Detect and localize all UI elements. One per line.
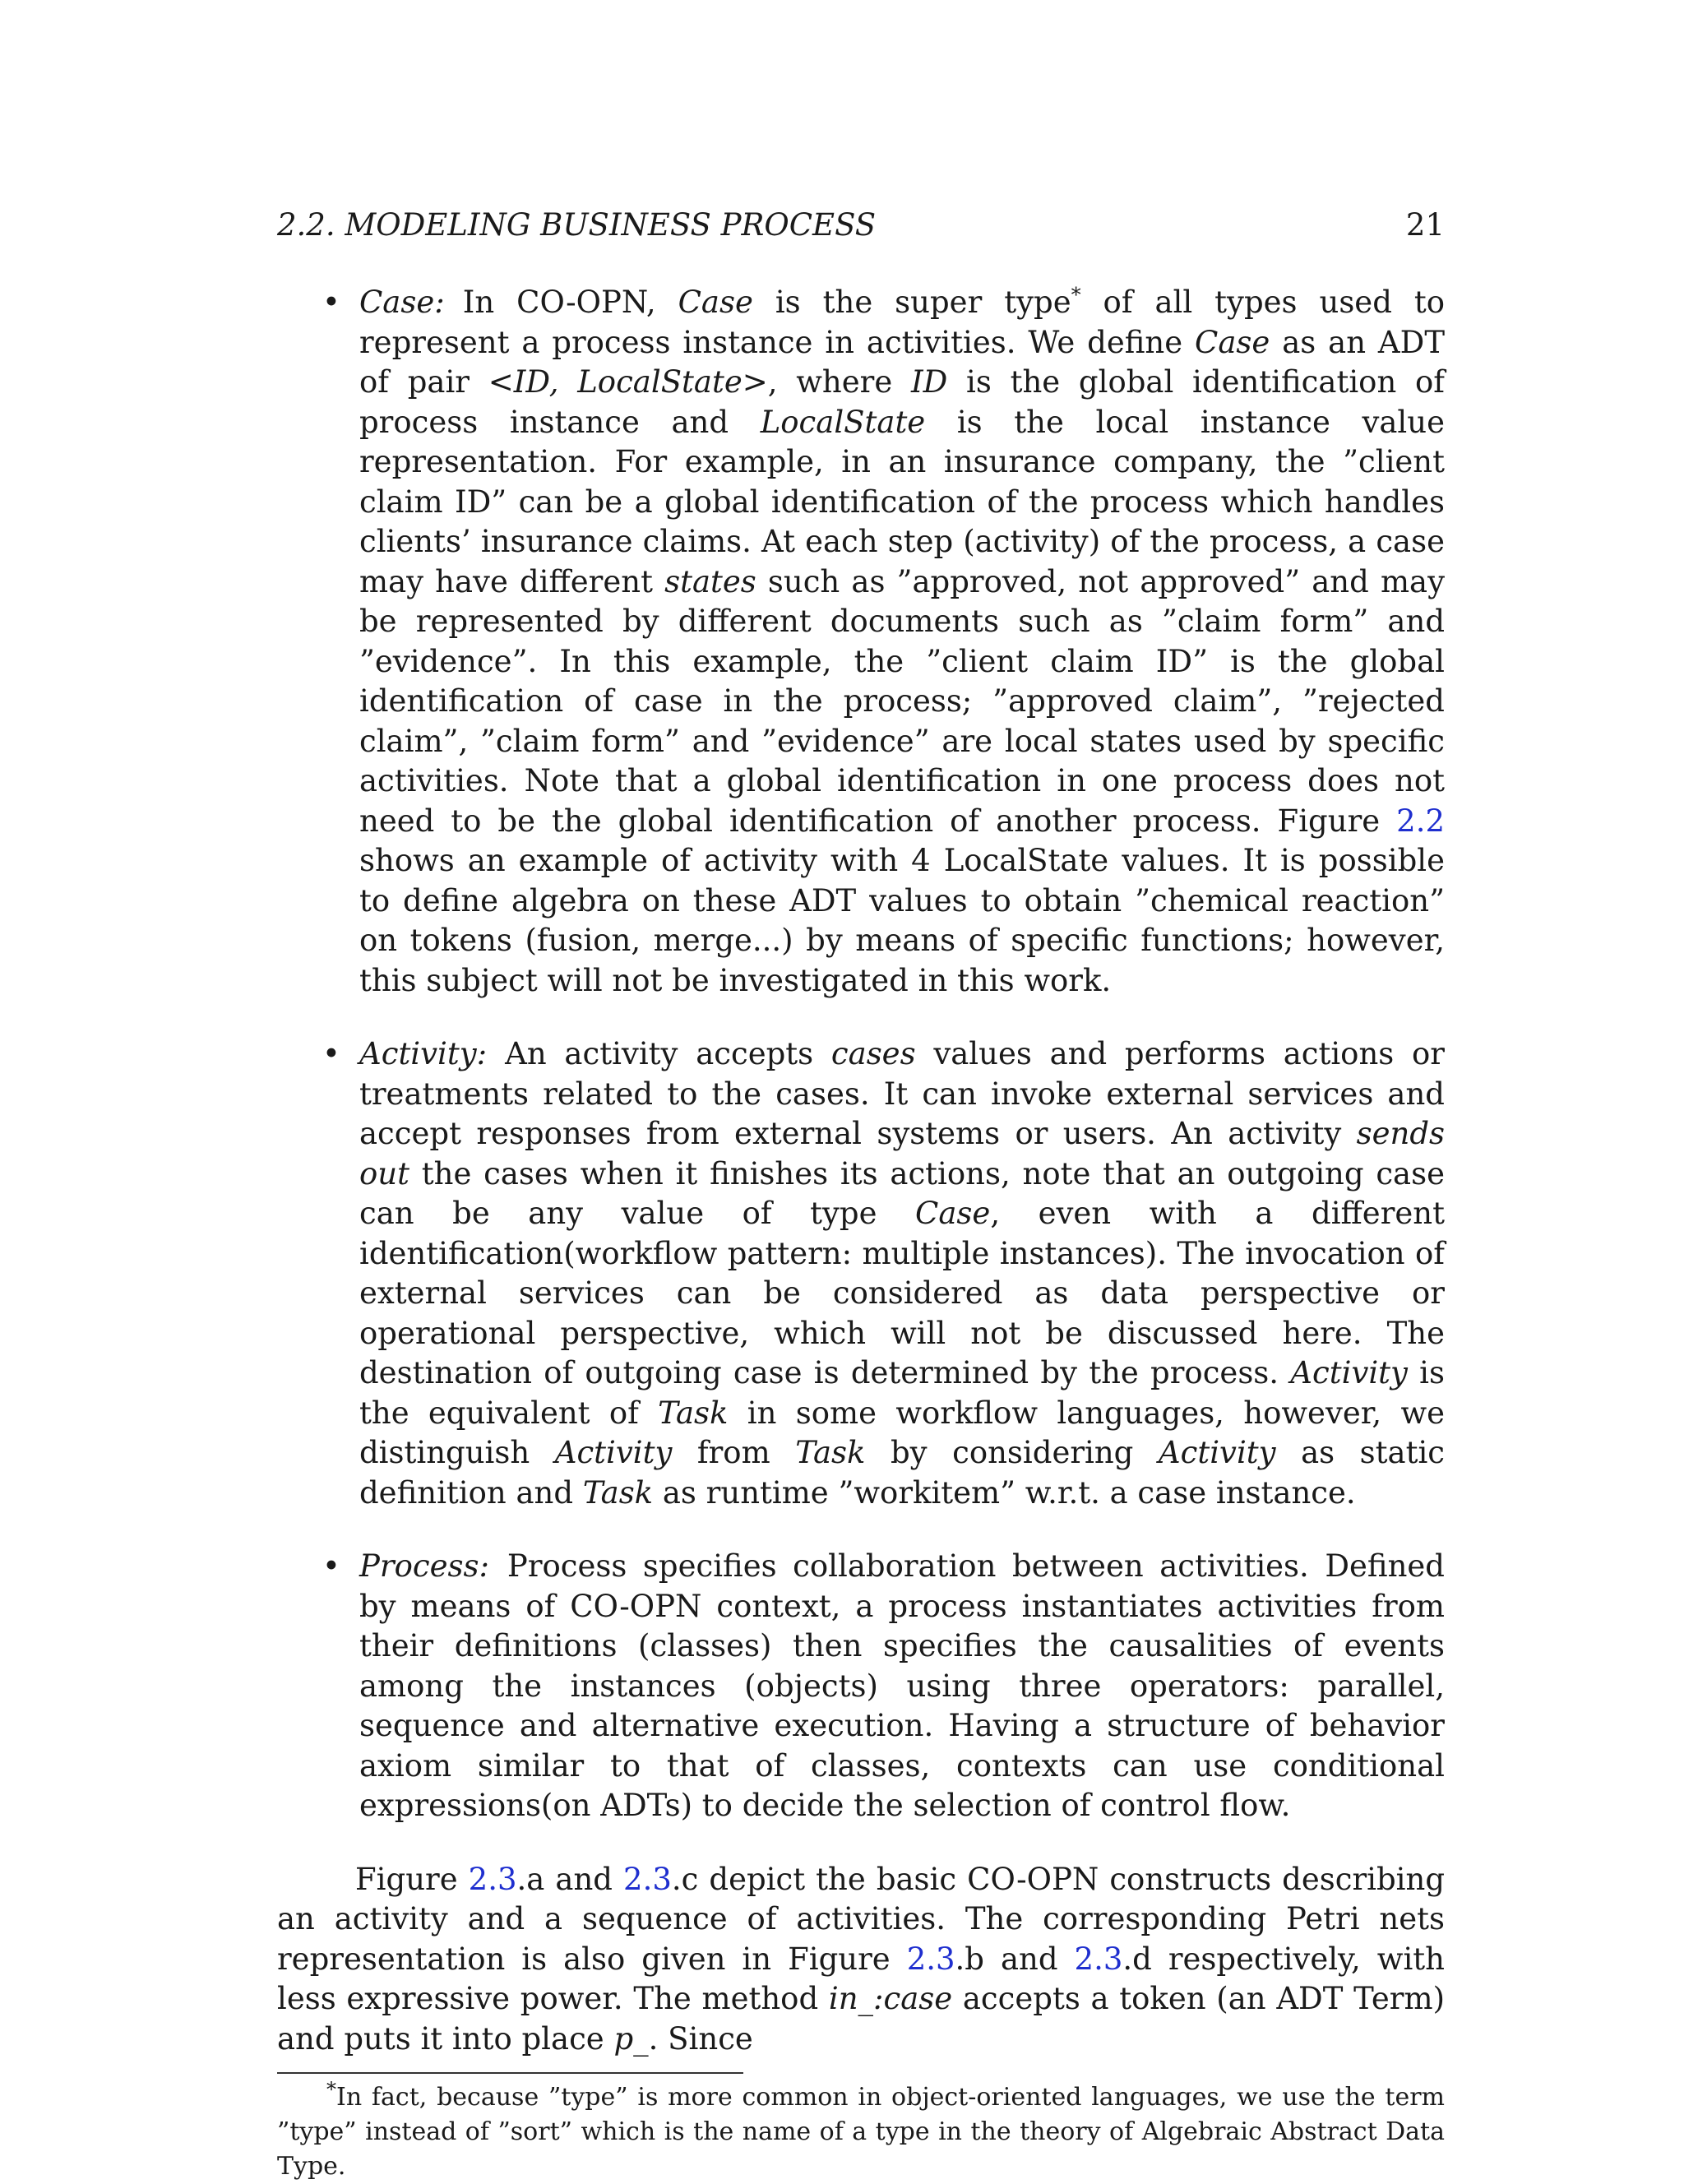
term-process: Process: [359, 1548, 489, 1584]
definition-list [277, 283, 1445, 1826]
footnote-mark: * [326, 2078, 336, 2101]
list-item-activity: • Activity: An activity accepts cases values and performs actions or treatments related to the cases. It can invoke external services and accept responses from external systems or users. An activity sends out the cases when it finishes its actions, note that an outgoing case can be any value of type Case, even with a different identification(workflow pattern: multiple instances). The invocation of external services can be considered as data perspective or operational perspective, which will not be discussed here. The destination of outgoing case is determined by the process. Activity is the equivalent of Task in some workflow languages, however, we distinguish Activity from Task by considering Activity as static definition and Task as runtime ”workitem” w.r.t. a case instance. [322, 1036, 1446, 1511]
section-title: 2.2. MODELING BUSINESS PROCESS [277, 207, 877, 243]
bullet-icon: • [322, 285, 340, 320]
document-page [277, 206, 1445, 2184]
page-number: 21 [1405, 207, 1445, 243]
figure-link-2-3b[interactable]: 2.3 [906, 1941, 955, 1977]
figure-link-2-3d[interactable]: 2.3 [1074, 1941, 1123, 1977]
bullet-icon: • [322, 1036, 340, 1071]
list-item-case: • Case: In CO-OPN, Case is the super type* of all types used to represent a process instance in activities. We define Case as an ADT of pair <ID, LocalState>, where ID is the global identification of process instance and LocalState is the local instance value representation. For example, in an insurance company, the ”client claim ID” can be a global identification of the process which handles clients’ insurance claims. At each step (activity) of the process, a case may have different states such as ”approved, not approved” and may be represented by different documents such as ”claim form” and ”evidence”. In this example, the ”client claim ID” is the global identification of case in the process; ”approved claim”, ”rejected claim”, ”claim form” and ”evidence” are local states used by specific activities. Note that a global identification in one process does not need to be the global identification of another process. Figure 2.2 shows an example of activity with 4 LocalState values. It is possible to define algebra on these ADT values to obtain ”chemical reaction” on tokens (fusion, merge...) by means of specific functions; however, this subject will not be investigated in this work. [322, 283, 1445, 998]
term-case: Case: [359, 285, 445, 320]
footnote [277, 2080, 1445, 2184]
figure-link-2-3a[interactable]: 2.3 [468, 1861, 517, 1897]
term-activity: Activity: [359, 1036, 488, 1071]
footnote-divider [277, 2072, 743, 2074]
footnote-text: In fact, because ”type” is more common in object-oriented languages, we use the term ”type” instead of ”sort” which is the name of a type in the theory of Algebraic Abstract Data Type. [277, 2083, 1445, 2181]
bullet-icon: • [322, 1548, 340, 1584]
footnote-marker[interactable]: * [1071, 283, 1081, 307]
figure-link-2-3c[interactable]: 2.3 [623, 1861, 672, 1897]
method-name: in_:case [828, 1981, 953, 2016]
figure-link-2-2[interactable]: 2.2 [1396, 803, 1445, 839]
list-item-process: • Process: Process specifies collaboration between activities. Defined by means of CO-OPN context, a process instantiates activities from their definitions (classes) then specifies the causalities of events among the instances (objects) using three operators: parallel, sequence and alternative execution. Having a structure of behavior axiom similar to that of classes, contexts can use conditional expressions(on ADTs) to decide the selection of control flow. [322, 1548, 1445, 1823]
body-text [277, 283, 1445, 2059]
running-header [277, 206, 1445, 245]
place-name: p_ [613, 2020, 649, 2057]
body-paragraph: Figure 2.3.a and 2.3.c depict the basic CO-OPN constructs describing an activity and a sequence of activities. The corresponding Petri nets representation is also given in Figure 2.3.b and 2.3.d respectively, with less expressive power. The method in_:case accepts a token (an ADT Term) and puts it into place p_. Since [277, 1861, 1446, 2057]
